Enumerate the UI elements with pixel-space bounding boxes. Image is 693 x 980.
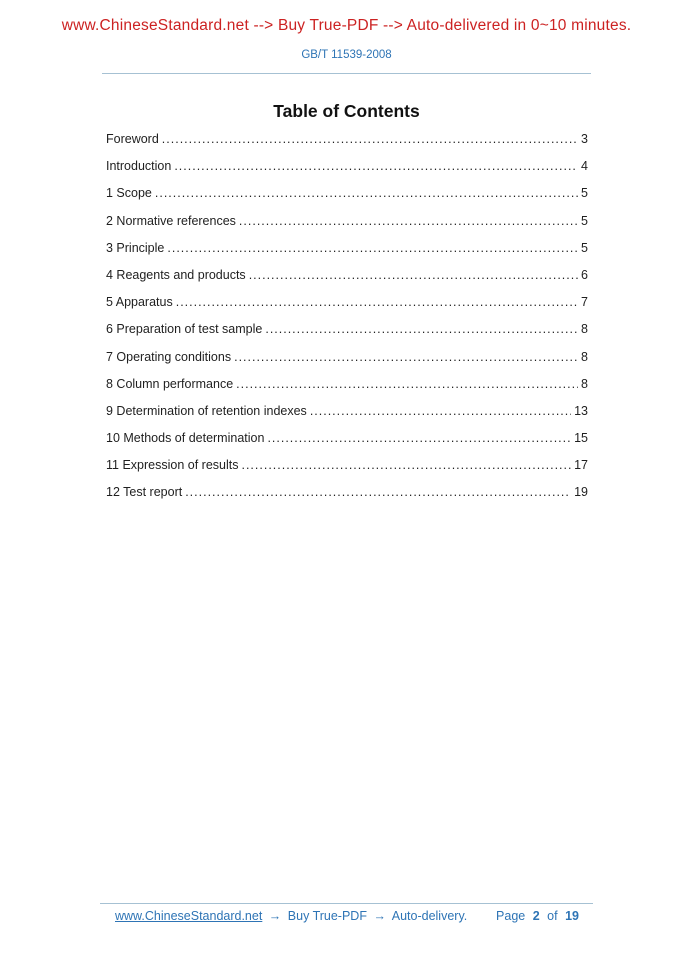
footer-page-total: 19 [565, 909, 579, 923]
toc-dot-leader [182, 485, 571, 499]
toc-dot-leader [246, 268, 578, 282]
toc-entry-label: 5 Apparatus [106, 295, 173, 310]
toc-entry [106, 159, 588, 186]
footer-site-link[interactable]: www.ChineseStandard.net [115, 909, 263, 923]
toc-entry [106, 214, 588, 241]
toc-entry [106, 431, 588, 458]
toc-entry [106, 268, 588, 295]
toc-entry-label: 3 Principle [106, 240, 165, 255]
toc-entry [106, 132, 588, 159]
toc-entry-label: 12 Test report [106, 485, 183, 500]
toc-entry-label: 8 Column performance [106, 376, 234, 391]
toc-entry-page: 5 [581, 186, 588, 201]
page-title: Table of Contents [273, 101, 420, 121]
toc-entry-page: 8 [581, 322, 588, 337]
toc-entry [106, 322, 588, 349]
toc-dot-leader [152, 186, 578, 200]
toc-dot-leader [233, 377, 578, 391]
toc-entry-page: 8 [581, 349, 588, 364]
toc-dot-leader [264, 431, 571, 445]
toc-entry [106, 485, 588, 512]
footer-page-current: 2 [532, 909, 540, 923]
toc-entry-label: 1 Scope [106, 186, 152, 201]
toc-entry-label: 10 Methods of determination [106, 431, 265, 446]
toc-entry-label: 2 Normative references [106, 213, 236, 228]
toc-dot-leader [159, 132, 578, 146]
toc-entry-label: 7 Operating conditions [106, 349, 232, 364]
toc-entry [106, 241, 588, 268]
footer-action-buy: Buy True-PDF [287, 909, 367, 923]
toc-entry [106, 404, 588, 431]
toc-dot-leader [238, 458, 571, 472]
toc-dot-leader [164, 241, 578, 255]
toc-dot-leader [231, 350, 578, 364]
toc-entry-label: 9 Determination of retention indexes [106, 403, 307, 418]
toc-dot-leader [171, 159, 578, 173]
footer-action-delivery: Auto-delivery. [391, 909, 468, 923]
toc-dot-leader [173, 295, 578, 309]
arrow-right-icon: → [373, 909, 386, 923]
arrow-right-icon: → [268, 909, 282, 923]
toc-entry [106, 458, 588, 485]
toc-list [106, 132, 588, 513]
toc-entry-page: 3 [581, 132, 588, 146]
toc-entry-page: 8 [581, 376, 588, 391]
footer-page-label: Page [496, 909, 526, 923]
standard-code: GB/T 11539-2008 [301, 49, 392, 61]
toc-entry-page: 5 [581, 213, 588, 228]
footer-divider [100, 903, 593, 904]
footer-of-label: of [547, 909, 558, 923]
toc-entry-page: 4 [581, 159, 588, 174]
toc-entry-page: 17 [574, 458, 588, 473]
toc-entry-page: 7 [581, 295, 588, 310]
footer [100, 907, 593, 925]
toc-entry-label: 6 Preparation of test sample [106, 322, 263, 337]
header-divider [102, 73, 591, 74]
toc-entry-label: Introduction [106, 159, 172, 174]
toc-entry-page: 13 [574, 403, 588, 418]
toc-entry-label: Foreword [106, 132, 159, 146]
toc-entry-page: 15 [574, 431, 588, 446]
toc-entry-page: 6 [581, 267, 588, 282]
toc-entry [106, 377, 588, 404]
toc-dot-leader [307, 404, 571, 418]
toc-dot-leader [236, 214, 578, 228]
header-banner: www.ChineseStandard.net --> Buy True-PDF --> Auto-delivered in 0~10 minutes. [61, 17, 632, 34]
toc-entry [106, 186, 588, 213]
toc-entry-label: 4 Reagents and products [106, 267, 246, 282]
toc-entry-page: 5 [581, 240, 588, 255]
toc-entry-page: 19 [574, 485, 588, 500]
toc-entry-label: 11 Expression of results [106, 458, 239, 473]
footer-promo [115, 907, 470, 925]
toc-entry [106, 295, 588, 322]
footer-page-indicator [492, 907, 579, 925]
toc-dot-leader [262, 322, 578, 336]
toc-entry [106, 350, 588, 377]
